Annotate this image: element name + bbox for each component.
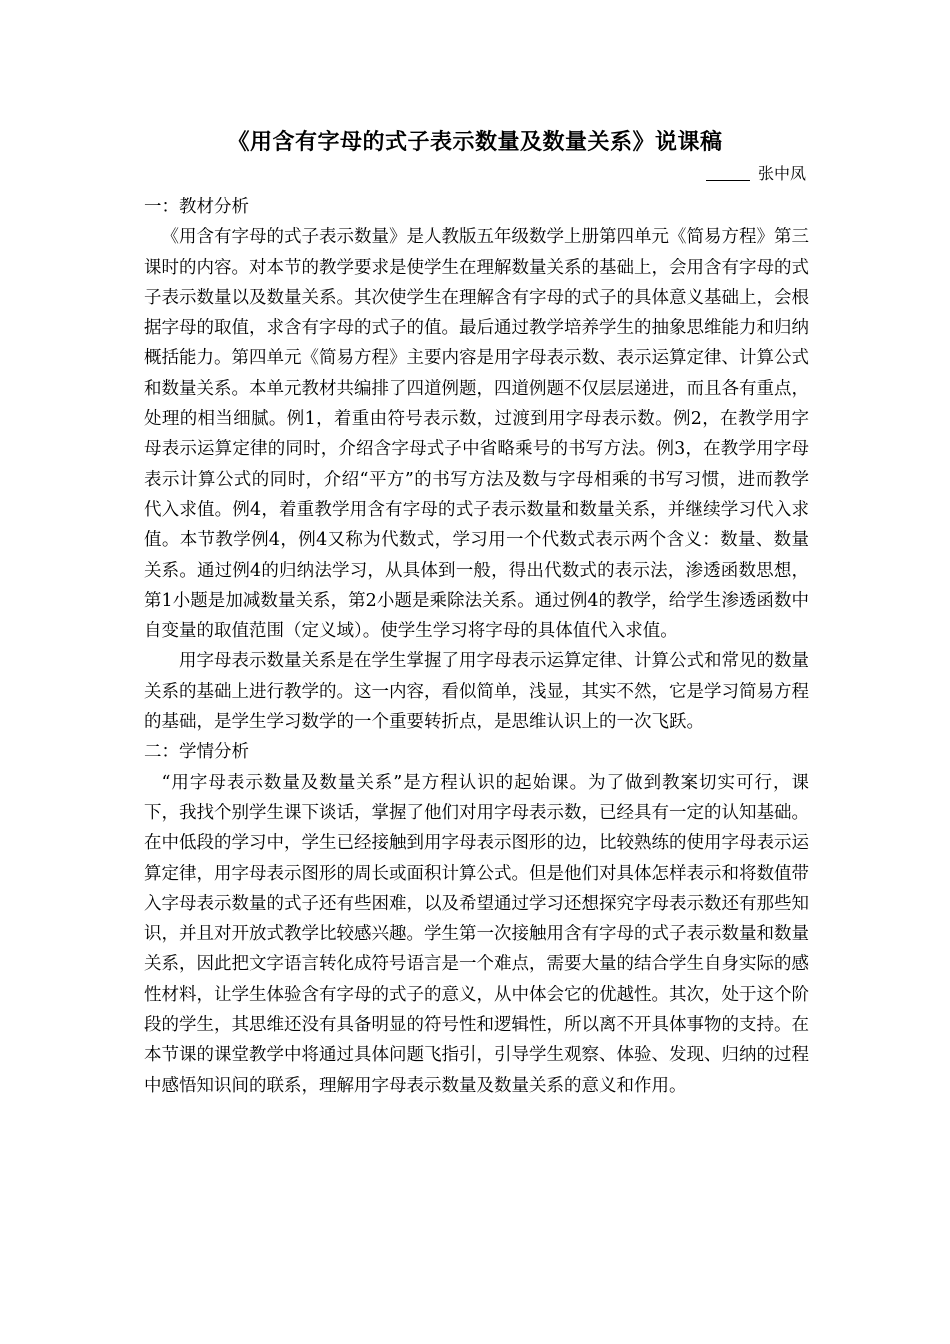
paragraph: 《用含有字母的式子表示数量》是人教版五年级数学上册第四单元《简易方程》第三课时的内容。对本节的教学要求是使学生在理解数量关系的基础上，会用含有字母的式子表示数量以及数量关系。其次使学生在理解含有字母的式子的具体意义基础上，会根据字母的取值，求含有字母的式子的值。最后通过教学培养学生的抽象思维能力和归纳概括能力。第四单元《简易方程》主要内容是用字母表示数、表示运算定律、计算公式和数量关系。本单元教材共编排了四道例题，四道例题不仅层层递进，而且各有重点，处理的相当细腻。例1，着重由符号表示数，过渡到用字母表示数。例2，在教学用字母表示运算定律的同时，介绍含字母式子中省略乘号的书写方法。例3，在教学用字母表示计算公式的同时，介绍“平方”的书写方法及数与字母相乘的书写习惯，进而教学代入求值。例4，着重教学用含有字母的式子表示数量和数量关系，并继续学习代入求值。本节教学例4，例4又称为代数式，学习用一个代数式表示两个含义：数量、数量关系。通过例4的归纳法学习，从具体到一般，得出代数式的表示法，渗透函数思想，第1小题是加减数量关系，第2小题是乘除法关系。通过例4的教学，给学生渗透函数中自变量的取值范围（定义域）。使学生学习将字母的具体值代入求值。 <box>144 227 809 642</box>
section-heading: 一：教材分析 <box>144 197 249 217</box>
document-body <box>144 192 809 1101</box>
author-line <box>706 161 806 187</box>
author-name: 张中凤 <box>757 164 806 183</box>
paragraph: “用字母表示数量及数量关系”是方程认识的起始课。为了做到教案切实可行，课下，我找个别学生课下谈话，掌握了他们对用字母表示数，已经具有一定的认知基础。在中低段的学习中，学生已经接触到用字母表示图形的边，比较熟练的使用字母表示运算定律，用字母表示图形的周长或面积计算公式。但是他们对具体怎样表示和将数值带入字母表示数量的式子还有些困难，以及希望通过学习还想探究字母表示数还有那些知识，并且对开放式教学比较感兴趣。学生第一次接触用含有字母的式子表示数量和数量关系，因此把文字语言转化成符号语言是一个难点，需要大量的结合学生自身实际的感性材料，让学生体验含有字母的式子的意义，从中体会它的优越性。其次，处于这个阶段的学生，其思维还没有具备明显的符号性和逻辑性，所以离不开具体事物的支持。在本节课的课堂教学中将通过具体问题飞指引，引导学生观察、体验、发现、归纳的过程中感悟知识间的联系，理解用字母表示数量及数量关系的意义和作用。 <box>144 772 809 1096</box>
paragraph: 用字母表示数量关系是在学生掌握了用字母表示运算定律、计算公式和常见的数量关系的基础上进行教学的。这一内容，看似简单，浅显，其实不然，它是学习简易方程的基础，是学生学习数学的一个重要转折点，是思维认识上的一次飞跃。 <box>144 651 809 733</box>
section-heading: 二：学情分析 <box>144 742 249 763</box>
section-learner-analysis <box>144 737 809 1101</box>
section-textbook-analysis <box>144 192 809 737</box>
document-title: 《用含有字母的式子表示数量及数量关系》说课稿 <box>227 130 723 155</box>
author-underline-blank <box>706 162 750 181</box>
